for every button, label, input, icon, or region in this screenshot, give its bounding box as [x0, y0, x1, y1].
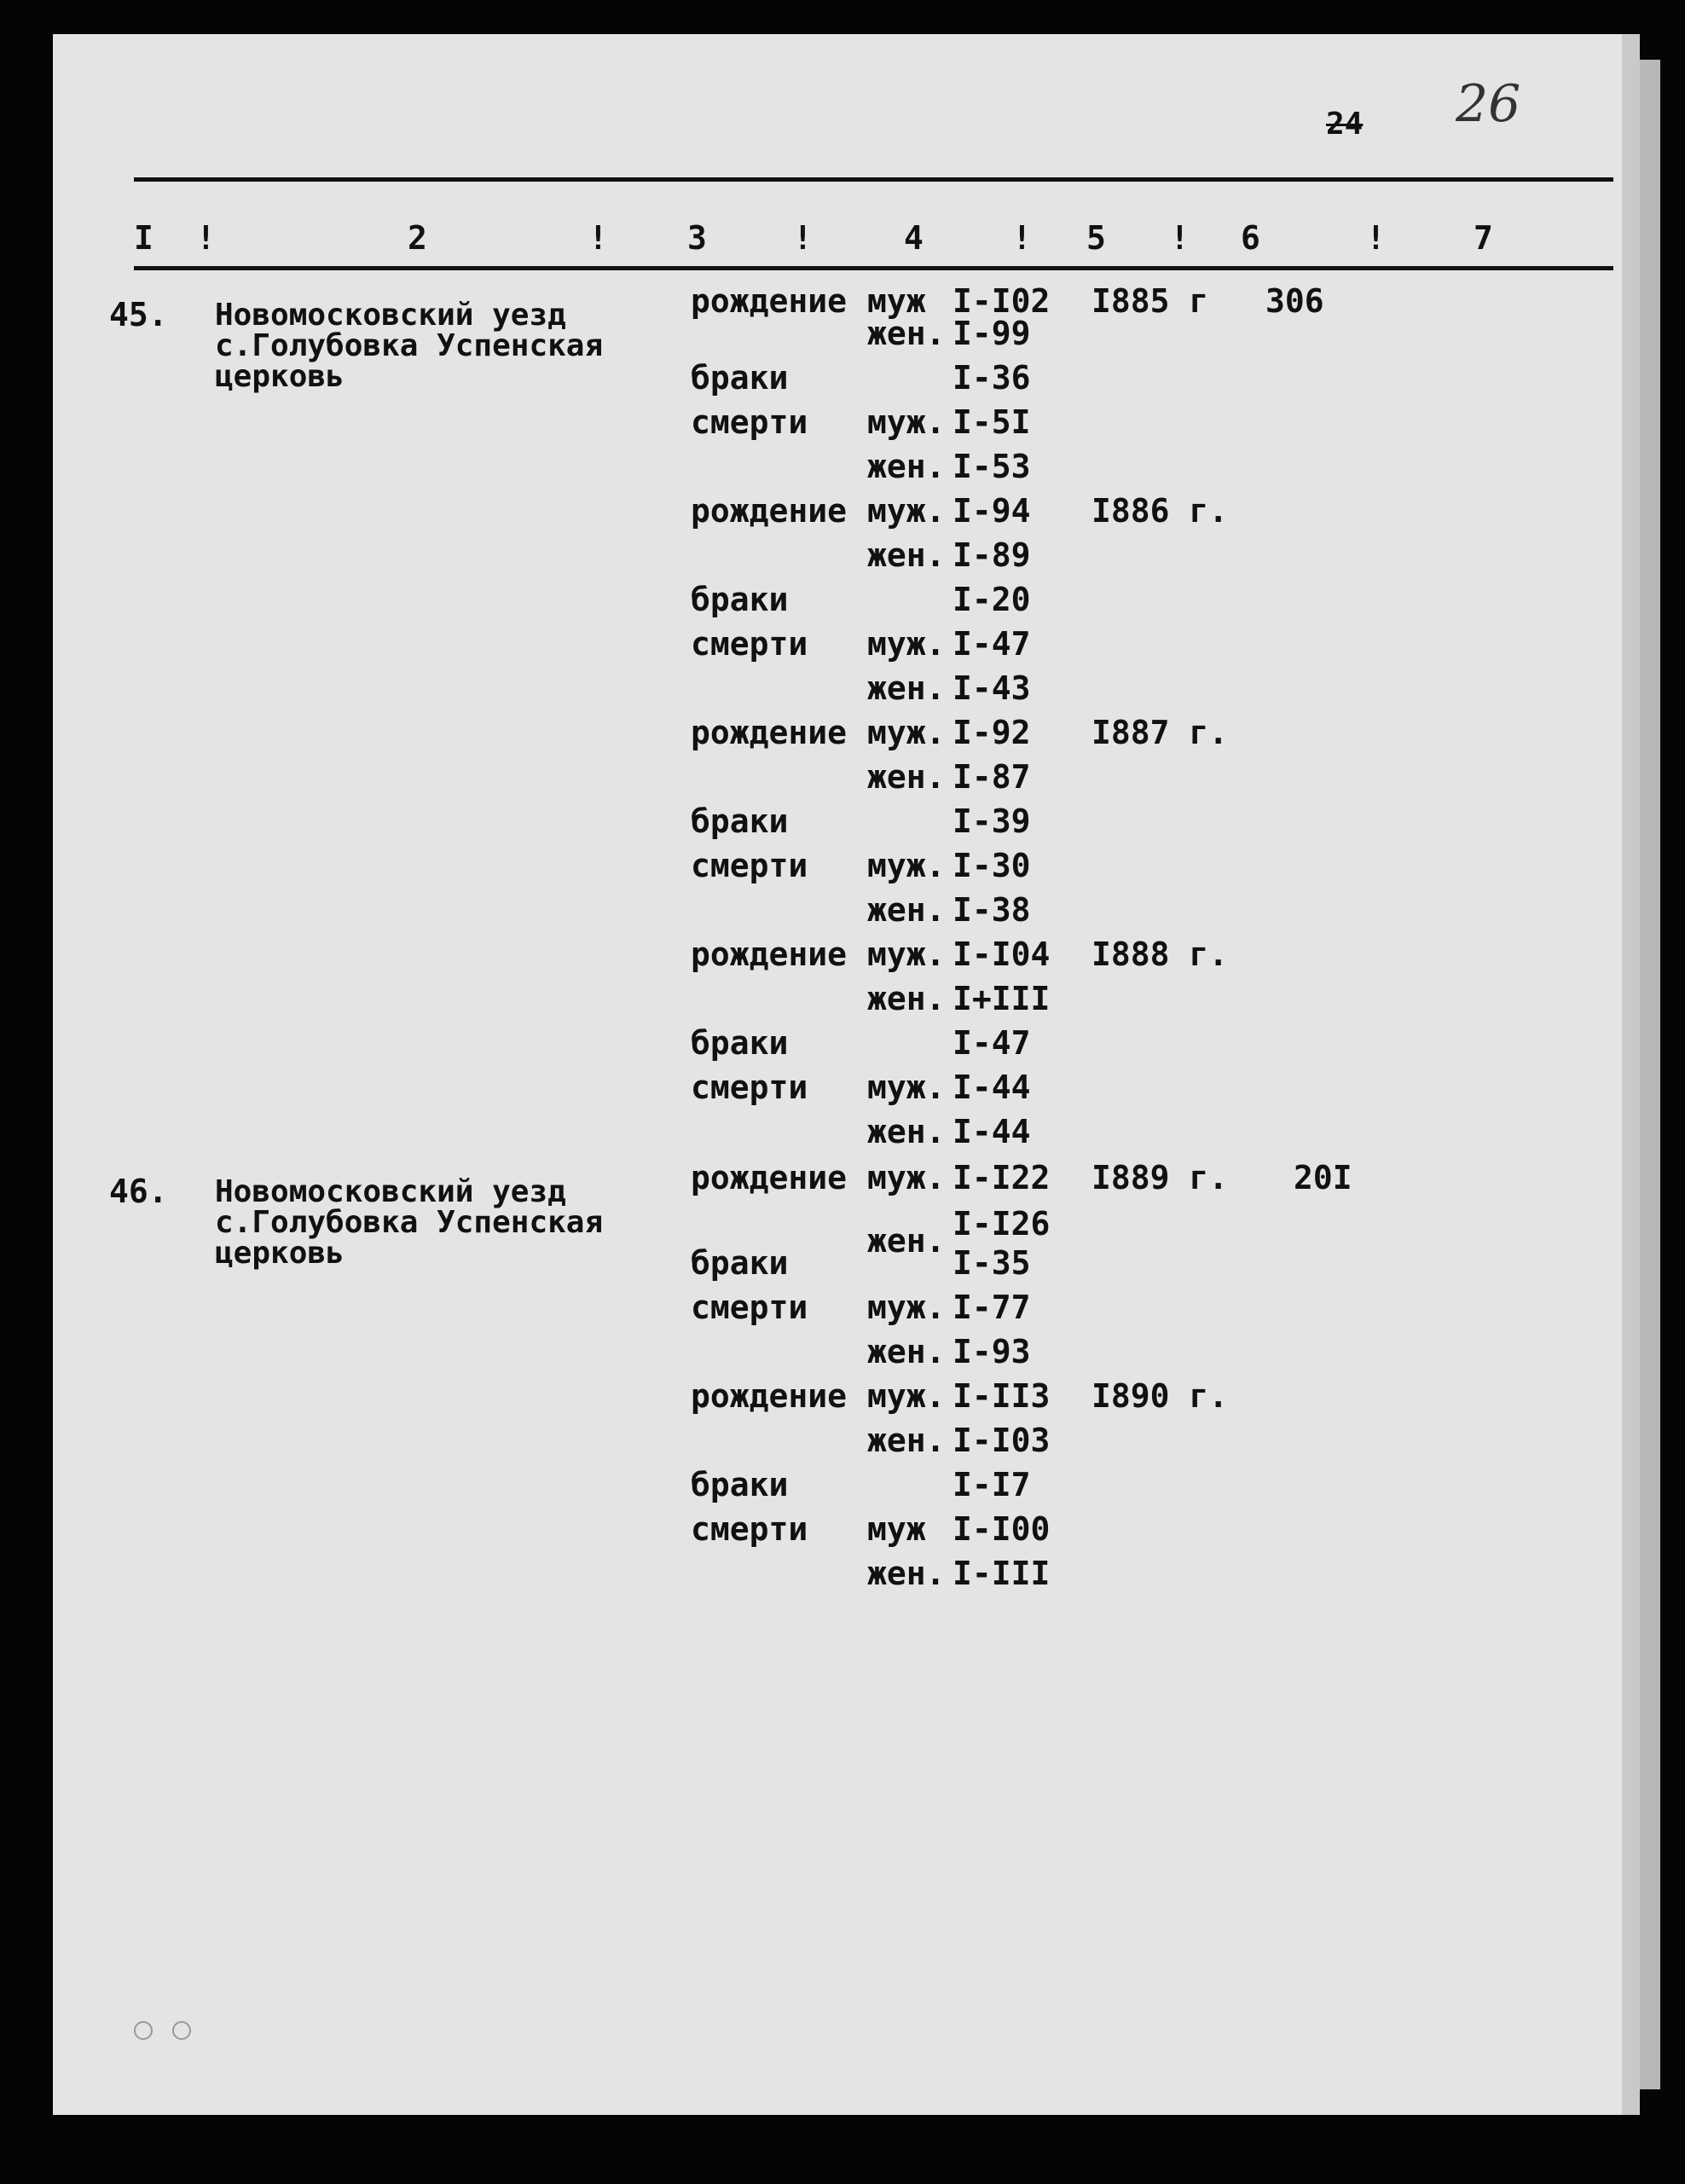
- row-val: I-94: [953, 492, 1031, 530]
- row-val: I-44: [953, 1113, 1031, 1150]
- col-separator: !: [196, 219, 216, 257]
- row-val: I-36: [953, 359, 1031, 397]
- row-sex: муж.: [867, 714, 946, 751]
- row-val: I-III: [953, 1555, 1051, 1592]
- col-header-2: 2: [408, 219, 427, 257]
- row-type: рождение: [691, 1377, 848, 1415]
- row-sex: муж.: [867, 847, 946, 884]
- row-val: I-92: [953, 714, 1031, 751]
- row-type: смерти: [691, 1289, 808, 1326]
- row-type: смерти: [691, 625, 808, 663]
- row-val: I-I7: [953, 1466, 1031, 1503]
- row-val: I-93: [953, 1333, 1031, 1370]
- row-val: I-53: [953, 448, 1031, 485]
- col-header-1: I: [134, 219, 153, 257]
- col-header-4: 4: [904, 219, 924, 257]
- row-sex: муж.: [867, 936, 946, 973]
- record-place-line: церковь: [215, 359, 345, 394]
- row-sex: муж.: [867, 403, 946, 441]
- col-separator: !: [793, 219, 813, 257]
- row-sex: муж.: [867, 1069, 946, 1106]
- row-sex: жен.: [867, 448, 946, 485]
- row-sex: муж.: [867, 625, 946, 663]
- row-type: браки: [691, 802, 789, 840]
- col-header-3: 3: [687, 219, 707, 257]
- page-number: 24: [1326, 107, 1364, 142]
- row-val: I-44: [953, 1069, 1031, 1106]
- record-place-line: Новомосковский уезд: [215, 1174, 566, 1209]
- row-val: I-99: [953, 315, 1031, 352]
- row-type: рождение: [691, 714, 848, 751]
- row-sex: жен.: [867, 315, 946, 352]
- row-val: I+III: [953, 980, 1051, 1017]
- record-place-line: Новомосковский уезд: [215, 298, 566, 333]
- col-header-5: 5: [1086, 219, 1106, 257]
- row-type: смерти: [691, 1069, 808, 1106]
- row-val: I-II3: [953, 1377, 1051, 1415]
- row-type: рождение: [691, 1159, 848, 1196]
- row-sex: муж: [867, 282, 926, 320]
- record-place-line: церковь: [215, 1236, 345, 1271]
- handwritten-page-number: 26: [1456, 74, 1521, 134]
- record-count: 20I: [1294, 1159, 1352, 1196]
- row-type: браки: [691, 1466, 789, 1503]
- row-type: рождение: [691, 282, 848, 320]
- row-year: I887 г.: [1091, 714, 1229, 751]
- document-page: [53, 34, 1622, 2115]
- row-sex: жен.: [867, 536, 946, 574]
- record-count: 306: [1265, 282, 1324, 320]
- row-sex: жен.: [867, 1422, 946, 1459]
- row-val: I-I04: [953, 936, 1051, 973]
- record-place-line: с.Голубовка Успенская: [215, 328, 604, 363]
- row-val: I-39: [953, 802, 1031, 840]
- row-type: браки: [691, 359, 789, 397]
- row-val: I-I03: [953, 1422, 1051, 1459]
- row-sex: жен.: [867, 891, 946, 929]
- punch-hole: [134, 2021, 153, 2040]
- row-type: смерти: [691, 1510, 808, 1548]
- row-sex: жен.: [867, 1333, 946, 1370]
- col-header-6: 6: [1241, 219, 1260, 257]
- row-year: I889 г.: [1091, 1159, 1229, 1196]
- row-sex: муж.: [867, 492, 946, 530]
- row-type: браки: [691, 1244, 789, 1282]
- col-separator: !: [1170, 219, 1190, 257]
- row-sex: муж.: [867, 1159, 946, 1196]
- row-sex: муж: [867, 1510, 926, 1548]
- col-separator: !: [1012, 219, 1032, 257]
- row-type: рождение: [691, 492, 848, 530]
- row-val: I-I00: [953, 1510, 1051, 1548]
- row-val: I-I26: [953, 1205, 1051, 1243]
- row-year: I888 г.: [1091, 936, 1229, 973]
- row-sex: жен.: [867, 758, 946, 796]
- col-header-7: 7: [1474, 219, 1493, 257]
- row-val: I-35: [953, 1244, 1031, 1282]
- row-val: I-5I: [953, 403, 1031, 441]
- punch-hole: [172, 2021, 191, 2040]
- header-rule-bottom: [134, 266, 1613, 270]
- record-number: 46.: [109, 1173, 168, 1210]
- row-val: I-89: [953, 536, 1031, 574]
- row-sex: жен.: [867, 1113, 946, 1150]
- row-val: I-I02: [953, 282, 1051, 320]
- row-val: I-77: [953, 1289, 1031, 1326]
- col-separator: !: [588, 219, 608, 257]
- row-val: I-I22: [953, 1159, 1051, 1196]
- row-val: I-47: [953, 1024, 1031, 1062]
- row-sex: жен.: [867, 980, 946, 1017]
- row-type: браки: [691, 581, 789, 618]
- row-val: I-87: [953, 758, 1031, 796]
- row-sex: муж.: [867, 1289, 946, 1326]
- header-rule-top: [134, 177, 1613, 182]
- row-type: смерти: [691, 847, 808, 884]
- row-val: I-20: [953, 581, 1031, 618]
- record-place-line: с.Голубовка Успенская: [215, 1205, 604, 1240]
- row-year: I890 г.: [1091, 1377, 1229, 1415]
- row-sex: жен.: [867, 1555, 946, 1592]
- record-number: 45.: [109, 296, 168, 333]
- row-sex: жен.: [867, 1222, 946, 1260]
- row-type: рождение: [691, 936, 848, 973]
- row-val: I-43: [953, 669, 1031, 707]
- row-type: браки: [691, 1024, 789, 1062]
- row-sex: муж.: [867, 1377, 946, 1415]
- row-val: I-47: [953, 625, 1031, 663]
- row-year: I886 г.: [1091, 492, 1229, 530]
- row-type: смерти: [691, 403, 808, 441]
- row-val: I-30: [953, 847, 1031, 884]
- row-val: I-38: [953, 891, 1031, 929]
- row-sex: жен.: [867, 669, 946, 707]
- col-separator: !: [1366, 219, 1386, 257]
- row-year: I885 г: [1091, 282, 1209, 320]
